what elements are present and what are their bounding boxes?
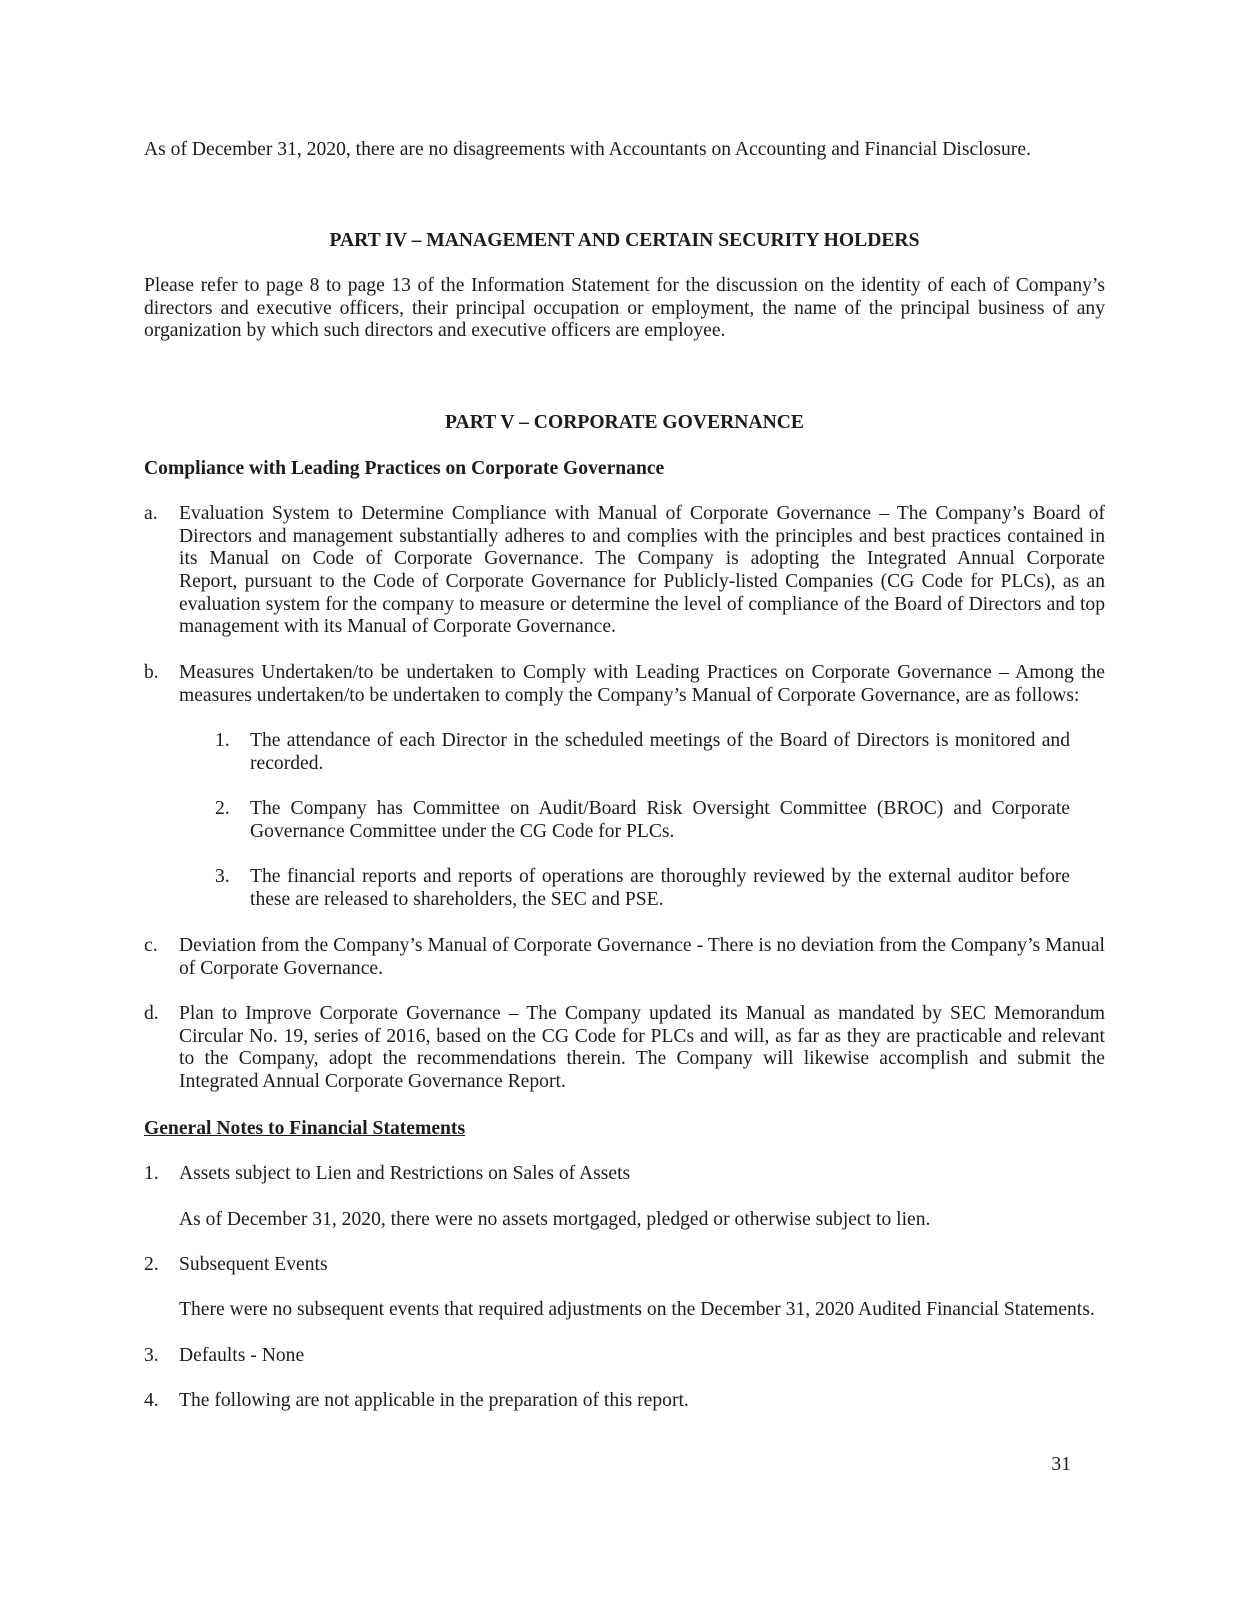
paragraph-line: to the Company, adopt the recommendations therein. The Company will likewise accomplish and submit the — [179, 1048, 1105, 1070]
sublist-marker: 3. — [215, 866, 230, 887]
paragraph-line: organization by which such directors and executive officers are employee. — [144, 320, 726, 342]
list-item-d — [179, 1003, 1105, 1094]
note-title: Defaults - None — [179, 1345, 305, 1366]
list-marker: d. — [144, 1003, 159, 1024]
list-marker: b. — [144, 662, 159, 683]
paragraph-line: Please refer to page 8 to page 13 of the Information Statement for the discussion on the identity of each of Company’s — [144, 275, 1105, 296]
intro-paragraph — [144, 139, 1105, 162]
list-marker: 1. — [144, 1163, 159, 1184]
sublist-marker: 1. — [215, 730, 230, 751]
paragraph-line: Directors and management substantially adheres to and complies with the principles and best practices contained in — [179, 525, 1105, 547]
paragraph-line: of Corporate Governance. — [179, 957, 384, 979]
paragraph-line: management with its Manual of Corporate Governance. — [179, 616, 616, 638]
paragraph-line: recorded. — [250, 752, 324, 774]
paragraph-line: The attendance of each Director in the scheduled meetings of the Board of Directors is monitored and — [250, 730, 1070, 751]
note-detail: There were no subsequent events that required adjustments on the December 31, 2020 Audited Financial Statements. — [179, 1299, 1095, 1320]
paragraph-line: Plan to Improve Corporate Governance – The Company updated its Manual as mandated by SEC Memorandum — [179, 1003, 1105, 1024]
paragraph-line: Report, pursuant to the Code of Corporate Governance for Publicly-listed Companies (CG Code for PLCs), as an — [179, 571, 1105, 593]
paragraph-line: its Manual on Code of Corporate Governance. The Company is adopting the Integrated Annual Corporate — [179, 548, 1105, 570]
sublist-item-3 — [250, 866, 1070, 911]
sublist-item-2 — [250, 798, 1070, 843]
paragraph-line: As of December 31, 2020, there are no disagreements with Accountants on Accounting and Financial Disclosure. — [144, 139, 1031, 160]
page-number: 31 — [1051, 1454, 1071, 1475]
list-marker: 3. — [144, 1345, 159, 1366]
general-notes-heading: General Notes to Financial Statements — [144, 1118, 466, 1139]
part4-paragraph — [144, 275, 1105, 343]
list-marker: c. — [144, 935, 158, 956]
part4-heading: PART IV – MANAGEMENT AND CERTAIN SECURITY HOLDERS — [329, 230, 920, 251]
paragraph-line: these are released to shareholders, the SEC and PSE. — [250, 888, 664, 910]
list-item-b — [179, 662, 1105, 707]
note-detail: As of December 31, 2020, there were no assets mortgaged, pledged or otherwise subject to lien. — [179, 1209, 931, 1230]
paragraph-line: Measures Undertaken/to be undertaken to Comply with Leading Practices on Corporate Governance – Among the — [179, 662, 1105, 683]
list-marker: 2. — [144, 1254, 159, 1275]
paragraph-line: measures undertaken/to be undertaken to comply the Company’s Manual of Corporate Governance, are as follows: — [179, 684, 1080, 706]
sublist-marker: 2. — [215, 798, 230, 819]
sublist-item-1 — [250, 730, 1070, 775]
note-title: Assets subject to Lien and Restrictions on Sales of Assets — [179, 1163, 631, 1184]
note-title: The following are not applicable in the preparation of this report. — [179, 1390, 689, 1411]
paragraph-line: directors and executive officers, their principal occupation or employment, the name of the principal business of any — [144, 297, 1105, 319]
list-marker: 4. — [144, 1390, 159, 1411]
paragraph-line: evaluation system for the company to measure or determine the level of compliance of the Board of Directors and top — [179, 593, 1105, 615]
general-notes-heading-wrap — [144, 1118, 1105, 1141]
part5-subheading: Compliance with Leading Practices on Corporate Governance — [144, 458, 665, 479]
note-title: Subsequent Events — [179, 1254, 328, 1275]
paragraph-line: Deviation from the Company’s Manual of Corporate Governance - There is no deviation from the Company’s Manual — [179, 935, 1105, 956]
part5-heading: PART V – CORPORATE GOVERNANCE — [445, 412, 804, 433]
list-item-c — [179, 935, 1105, 980]
paragraph-line: Circular No. 19, series of 2016, based on the CG Code for PLCs and will, as far as they are practicable and relevant — [179, 1025, 1105, 1047]
paragraph-line: The financial reports and reports of operations are thoroughly reviewed by the external auditor before — [250, 866, 1070, 887]
paragraph-line: The Company has Committee on Audit/Board Risk Oversight Committee (BROC) and Corporate — [250, 798, 1070, 819]
paragraph-line: Evaluation System to Determine Compliance with Manual of Corporate Governance – The Company’s Board of — [179, 503, 1105, 524]
paragraph-line: Integrated Annual Corporate Governance Report. — [179, 1071, 566, 1093]
list-marker: a. — [144, 503, 158, 524]
paragraph-line: Governance Committee under the CG Code for PLCs. — [250, 820, 675, 842]
list-item-a — [179, 503, 1105, 639]
